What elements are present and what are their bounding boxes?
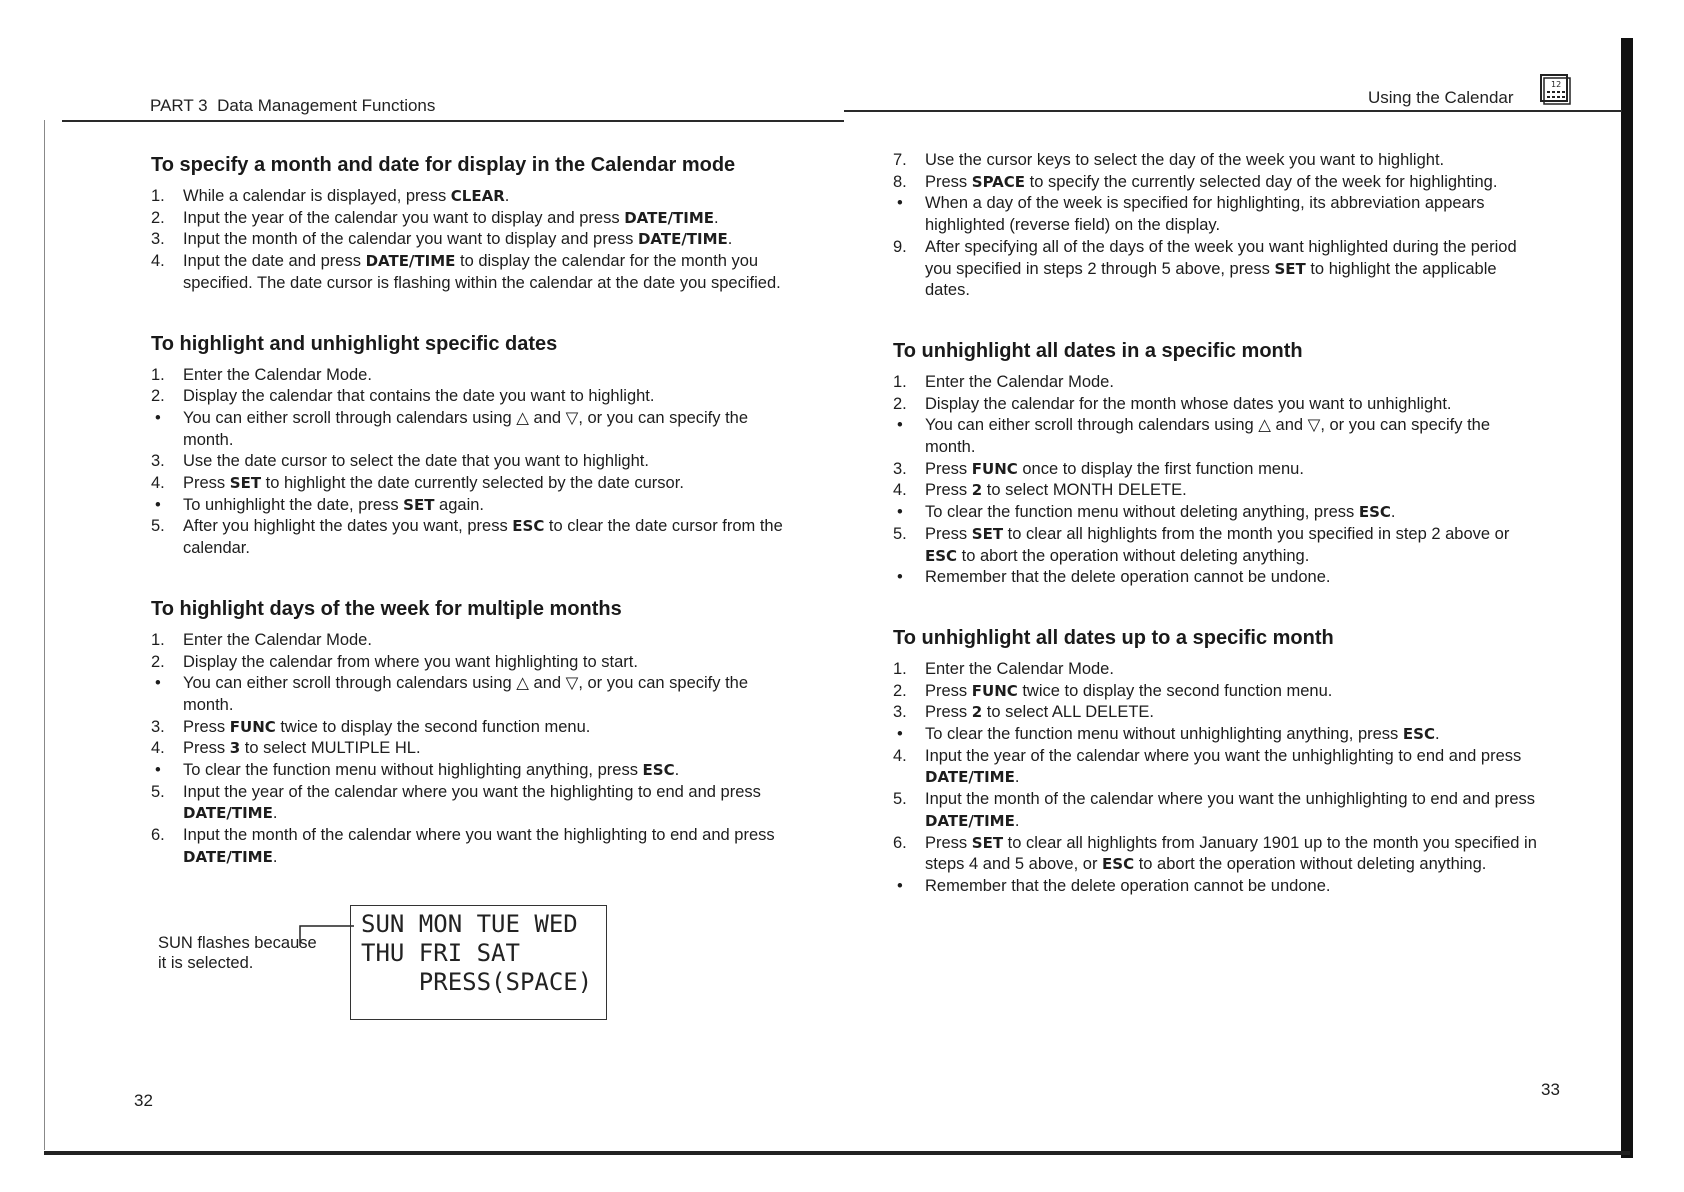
item-marker: 4. xyxy=(151,252,165,271)
item-marker: 7. xyxy=(893,151,907,169)
step-item xyxy=(893,150,1541,172)
step-item xyxy=(893,394,1541,416)
item-marker: 6. xyxy=(151,826,165,845)
step-item xyxy=(151,782,799,825)
item-text: You can either scroll through calendars using △ and ▽, or you can specify the month. xyxy=(925,416,1491,457)
section xyxy=(893,338,1541,589)
step-item xyxy=(893,524,1541,567)
section-heading: To specify a month and date for display in the Calendar mode xyxy=(151,154,736,176)
step-item xyxy=(151,516,799,559)
item-marker: 2. xyxy=(151,208,165,227)
item-text: Input the year of the calendar you want to display and press DATE/TIME. xyxy=(183,208,719,227)
item-text: Use the date cursor to select the date that you want to highlight. xyxy=(183,452,649,471)
item-marker: 2. xyxy=(151,652,165,671)
item-marker: 5. xyxy=(893,790,907,809)
item-text: Display the calendar for the month whose dates you want to unhighlight. xyxy=(925,394,1452,413)
item-marker: • xyxy=(155,674,161,693)
bullet-item xyxy=(151,495,799,517)
calendar-icon xyxy=(1538,72,1572,106)
bullet-item xyxy=(893,415,1541,458)
left-edge-line xyxy=(44,120,45,1150)
item-marker: • xyxy=(897,876,903,895)
item-marker: 3. xyxy=(893,459,907,478)
item-text: After specifying all of the days of the week you want highlighted during the period you specified in steps 2 through 5 above, press SET to highlight the applicable dates. xyxy=(925,237,1517,300)
step-item xyxy=(151,630,799,652)
item-text: Display the calendar from where you want highlighting to start. xyxy=(183,652,638,671)
item-text: Press FUNC once to display the first function menu. xyxy=(925,459,1304,478)
item-marker: 1. xyxy=(893,372,907,391)
section-heading: To unhighlight all dates in a specific month xyxy=(893,339,1303,362)
item-marker: 5. xyxy=(151,517,165,536)
item-text: Press FUNC twice to display the second function menu. xyxy=(925,681,1333,700)
item-text: Input the month of the calendar where you want the highlighting to end and press DATE/TIME. xyxy=(183,826,775,866)
item-marker: 2. xyxy=(893,681,907,700)
bullet-item xyxy=(893,193,1541,236)
item-text: After you highlight the dates you want, press ESC to clear the date cursor from the calendar. xyxy=(183,517,783,558)
bottom-edge-line xyxy=(44,1151,1630,1155)
left-header-rule xyxy=(62,120,844,122)
left-running-header xyxy=(150,96,435,116)
item-text: While a calendar is displayed, press CLEAR. xyxy=(183,187,510,205)
display-caption-line2: it is selected. xyxy=(158,954,254,972)
step-item xyxy=(893,746,1541,789)
item-text: Input the year of the calendar where you want the highlighting to end and press DATE/TIME. xyxy=(183,782,761,823)
item-marker: 4. xyxy=(151,739,165,758)
item-text: To clear the function menu without deleting anything, press ESC. xyxy=(925,503,1396,522)
item-text: Remember that the delete operation cannot be undone. xyxy=(925,876,1331,895)
step-item xyxy=(151,229,799,251)
display-line2: THU FRI SAT xyxy=(361,939,520,967)
step-item xyxy=(893,681,1541,703)
item-marker: 1. xyxy=(893,659,907,678)
step-item xyxy=(151,717,799,739)
caption-leader-line xyxy=(298,918,358,948)
section xyxy=(893,625,1541,898)
svg-text:12: 12 xyxy=(1551,80,1562,89)
right-page-content xyxy=(893,150,1541,898)
section xyxy=(893,150,1541,302)
right-edge-bar xyxy=(1621,38,1633,1158)
step-item xyxy=(893,237,1541,302)
step-item xyxy=(151,251,799,294)
item-text: Input the date and press DATE/TIME to display the calendar for the month you specified. The date cursor is flashing within the calendar at the date you specified. xyxy=(183,252,781,292)
part-label: PART 3 xyxy=(150,96,208,115)
step-item xyxy=(893,372,1541,394)
item-text: You can either scroll through calendars using △ and ▽, or you can specify the month. xyxy=(183,674,749,714)
item-marker: • xyxy=(897,194,903,213)
display-caption xyxy=(158,933,317,973)
part-title: Data Management Functions xyxy=(217,96,436,115)
section xyxy=(151,331,799,560)
right-header-rule xyxy=(844,110,1622,112)
left-page-content xyxy=(151,152,799,869)
item-text: Enter the Calendar Mode. xyxy=(925,372,1114,391)
display-line1: SUN MON TUE WED xyxy=(361,910,578,938)
item-text: When a day of the week is specified for highlighting, its abbreviation appears highlighted (reverse field) on the display. xyxy=(925,194,1485,235)
item-text: Press SPACE to specify the currently selected day of the week for highlighting. xyxy=(925,172,1498,191)
bullet-item xyxy=(893,876,1541,898)
item-marker: 4. xyxy=(893,746,907,765)
item-text: Remember that the delete operation cannot be undone. xyxy=(925,568,1331,587)
display-line3: PRESS(SPACE) xyxy=(361,968,593,996)
bullet-item xyxy=(893,567,1541,589)
item-text: Input the month of the calendar you want to display and press DATE/TIME. xyxy=(183,230,733,249)
item-marker: • xyxy=(155,761,161,780)
step-item xyxy=(893,833,1541,876)
bullet-item xyxy=(151,408,799,451)
item-marker: 4. xyxy=(151,474,165,493)
item-marker: 4. xyxy=(893,481,907,500)
step-item xyxy=(893,789,1541,832)
item-marker: 1. xyxy=(151,630,165,649)
item-text: Press SET to highlight the date currently selected by the date cursor. xyxy=(183,474,684,493)
item-marker: 5. xyxy=(893,524,907,543)
step-item xyxy=(893,480,1541,502)
display-caption-line1: SUN flashes because xyxy=(158,934,317,952)
item-marker: 2. xyxy=(151,387,165,406)
item-marker: 3. xyxy=(151,717,165,736)
item-text: To unhighlight the date, press SET again. xyxy=(183,495,484,514)
item-text: Input the month of the calendar where you want the unhighlighting to end and press DATE/TIME. xyxy=(925,790,1536,830)
item-text: Use the cursor keys to select the day of the week you want to highlight. xyxy=(925,151,1445,169)
step-item xyxy=(151,652,799,674)
step-item xyxy=(151,738,799,760)
left-page-number: 32 xyxy=(134,1091,153,1110)
step-item xyxy=(893,172,1541,194)
item-text: Press 2 to select MONTH DELETE. xyxy=(925,481,1187,500)
step-item xyxy=(151,825,799,868)
item-marker: 3. xyxy=(151,230,165,249)
section xyxy=(151,596,799,869)
step-item xyxy=(151,451,799,473)
item-marker: • xyxy=(897,416,903,435)
bullet-item xyxy=(893,502,1541,524)
item-marker: 1. xyxy=(151,365,165,384)
item-text: Press FUNC twice to display the second function menu. xyxy=(183,717,591,736)
item-text: Enter the Calendar Mode. xyxy=(183,630,372,649)
item-text: You can either scroll through calendars using △ and ▽, or you can specify the month. xyxy=(183,408,749,449)
item-marker: • xyxy=(897,503,903,522)
step-item xyxy=(151,365,799,387)
item-text: Press 2 to select ALL DELETE. xyxy=(925,703,1155,722)
item-text: To clear the function menu without highlighting anything, press ESC. xyxy=(183,761,680,780)
step-item xyxy=(893,702,1541,724)
section-heading: To unhighlight all dates up to a specific month xyxy=(893,626,1334,649)
calculator-display xyxy=(350,905,607,1020)
item-marker: • xyxy=(155,495,161,514)
item-marker: • xyxy=(897,725,903,744)
item-text: Display the calendar that contains the date you want to highlight. xyxy=(183,387,655,406)
item-marker: 3. xyxy=(151,452,165,471)
bullet-item xyxy=(893,724,1541,746)
right-running-header: Using the Calendar xyxy=(1368,88,1514,107)
section xyxy=(151,152,799,295)
item-marker: 1. xyxy=(151,187,165,205)
item-text: Enter the Calendar Mode. xyxy=(925,659,1114,678)
bullet-item xyxy=(151,673,799,716)
step-item xyxy=(151,386,799,408)
section-heading: To highlight days of the week for multiple months xyxy=(151,597,622,620)
item-marker: 5. xyxy=(151,782,165,801)
step-item xyxy=(151,473,799,495)
step-item xyxy=(893,459,1541,481)
item-text: Enter the Calendar Mode. xyxy=(183,365,372,384)
section-heading: To highlight and unhighlight specific dates xyxy=(151,332,558,355)
item-text: Input the year of the calendar where you want the unhighlighting to end and press DATE/TIME. xyxy=(925,746,1522,787)
item-marker: 6. xyxy=(893,833,907,852)
step-item xyxy=(151,208,799,230)
item-marker: 8. xyxy=(893,172,907,191)
item-text: To clear the function menu without unhighlighting anything, press ESC. xyxy=(925,725,1440,744)
bullet-item xyxy=(151,760,799,782)
item-marker: 9. xyxy=(893,237,907,256)
item-text: Press SET to clear all highlights from the month you specified in step 2 above or ESC to abort the operation without deleting anything. xyxy=(925,524,1510,565)
item-marker: 3. xyxy=(893,703,907,722)
item-marker: 2. xyxy=(893,394,907,413)
right-page-number: 33 xyxy=(1541,1080,1560,1099)
item-marker: • xyxy=(897,568,903,587)
item-text: Press 3 to select MULTIPLE HL. xyxy=(183,739,421,758)
step-item xyxy=(151,186,799,208)
item-marker: • xyxy=(155,408,161,427)
step-item xyxy=(893,659,1541,681)
item-text: Press SET to clear all highlights from January 1901 up to the month you specified in steps 4 and 5 above, or ESC to abort the operation without deleting anything. xyxy=(925,833,1537,874)
